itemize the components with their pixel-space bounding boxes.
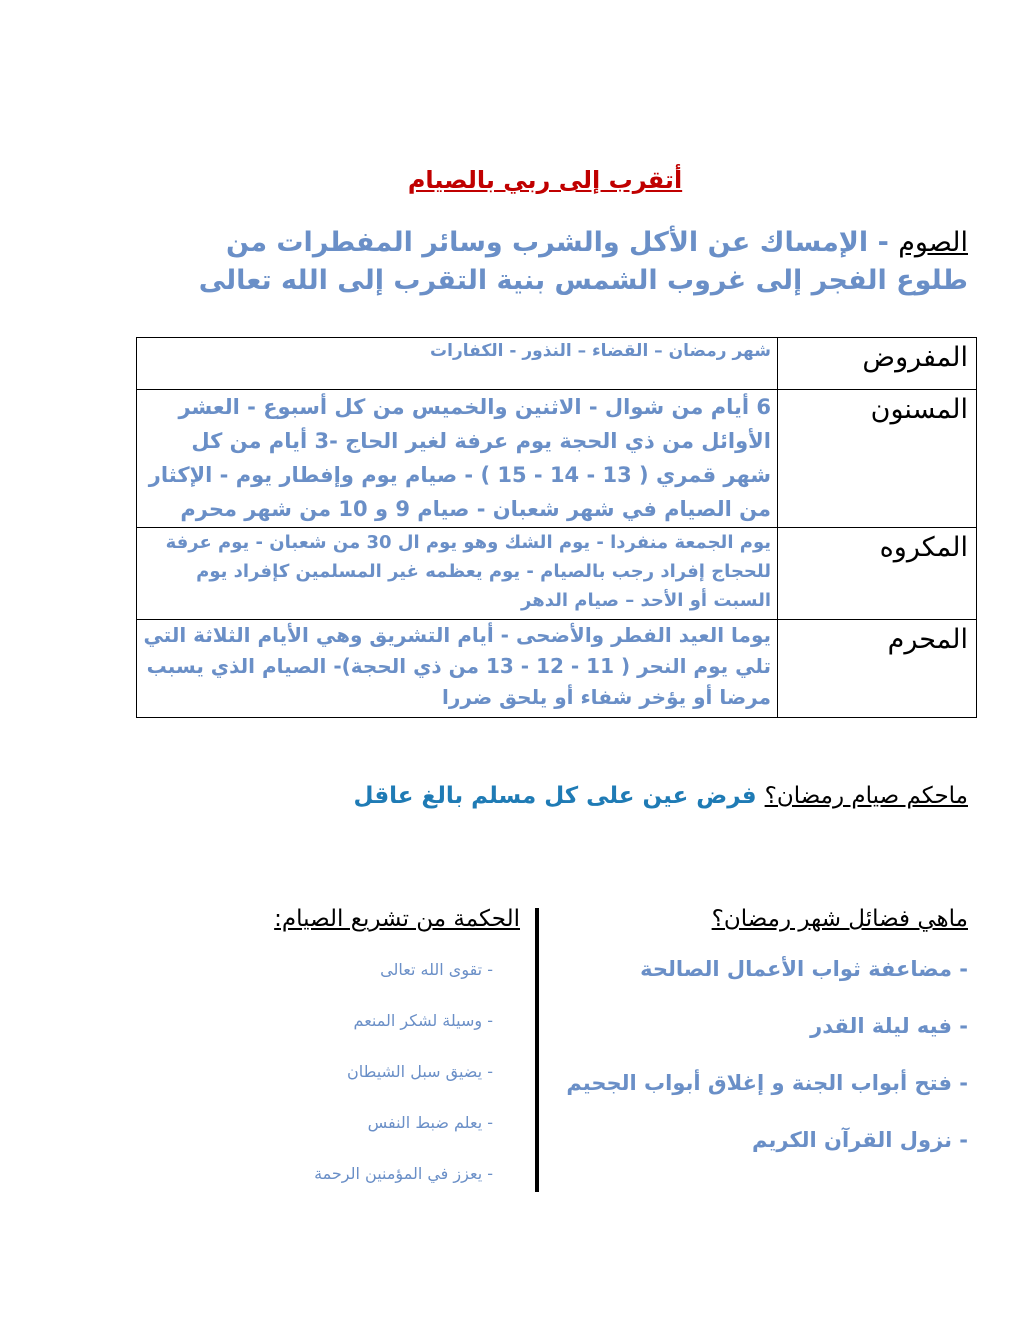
ramadan-ruling [168, 783, 968, 809]
row-description: يوم الجمعة منفردا - يوم الشك وهو يوم ال 30 من شعبان - يوم عرفة للحجاج إفراد رجب بالصيام - يوم يعظمه غير المسلمين كإفراد يوم السبت أو الأحد – صيام الدهر [137, 528, 778, 620]
virtues-heading: ماهي فضائل شهر رمضان؟ [711, 906, 968, 932]
definition-separator: - [868, 227, 899, 258]
row-label: المسنون [778, 390, 977, 528]
row-label: المفروض [778, 338, 977, 390]
wisdom-heading: الحكمة من تشريع الصيام: [274, 906, 520, 932]
list-item: - يضيق سبل الشيطان [346, 1062, 493, 1081]
ruling-answer: فرض عين على كل مسلم بالغ عاقل [353, 783, 757, 809]
wisdom-section [180, 906, 520, 1213]
row-description: 6 أيام من شوال - الاثنين والخميس من كل أسبوع - العشر الأوائل من ذي الحجة يوم عرفة لغير الحاج -3 أيام من كل شهر قمري ( 13 - 14 - 15 ) - صيام يوم وإفطار يوم - الإكثار من الصيام في شهر شعبان - صيام 9 و 10 من شهر محرم [137, 390, 778, 528]
list-item: - مضاعفة ثواب الأعمال الصالحة [640, 957, 968, 981]
list-item: - تقوى الله تعالى [380, 960, 493, 979]
list-item: - فيه ليلة القدر [810, 1014, 968, 1038]
fasting-types-table [136, 337, 977, 718]
page-title: أتقرب إلى ربي بالصيام [407, 166, 683, 194]
ruling-question: ماحكم صيام رمضان؟ [764, 783, 968, 809]
definition-term: الصوم [898, 227, 968, 258]
row-description: شهر رمضان – القضاء – النذور - الكفارات [137, 338, 778, 390]
definition-text: الإمساك عن الأكل والشرب وسائر المفطرات من طلوع الفجر إلى غروب الشمس بنية التقرب إلى الله تعالى [198, 227, 968, 296]
column-divider [535, 908, 539, 1192]
list-item: - وسيلة لشكر المنعم [353, 1011, 493, 1030]
list-item: - يعلم ضبط النفس [367, 1113, 493, 1132]
list-item: - يعزز في المؤمنين الرحمة [314, 1164, 493, 1183]
list-item: - فتح أبواب الجنة و إغلاق أبواب الجحيم [566, 1071, 968, 1095]
virtues-section [548, 906, 968, 1182]
row-label: المكروه [778, 528, 977, 620]
row-label: المحرم [778, 620, 977, 718]
table-row [137, 338, 977, 390]
table-row [137, 528, 977, 620]
table-row [137, 620, 977, 718]
row-description: يوما العيد الفطر والأضحى - أيام التشريق وهي الأيام الثلاثة التي تلي يوم النحر ( 11 - 12 - 13 من ذي الحجة)- الصيام الذي يسبب مرضا أو يؤخر شفاء أو يلحق ضررا [137, 620, 778, 718]
table-row [137, 390, 977, 528]
list-item: - نزول القرآن الكريم [752, 1128, 968, 1152]
fasting-definition [178, 224, 968, 300]
